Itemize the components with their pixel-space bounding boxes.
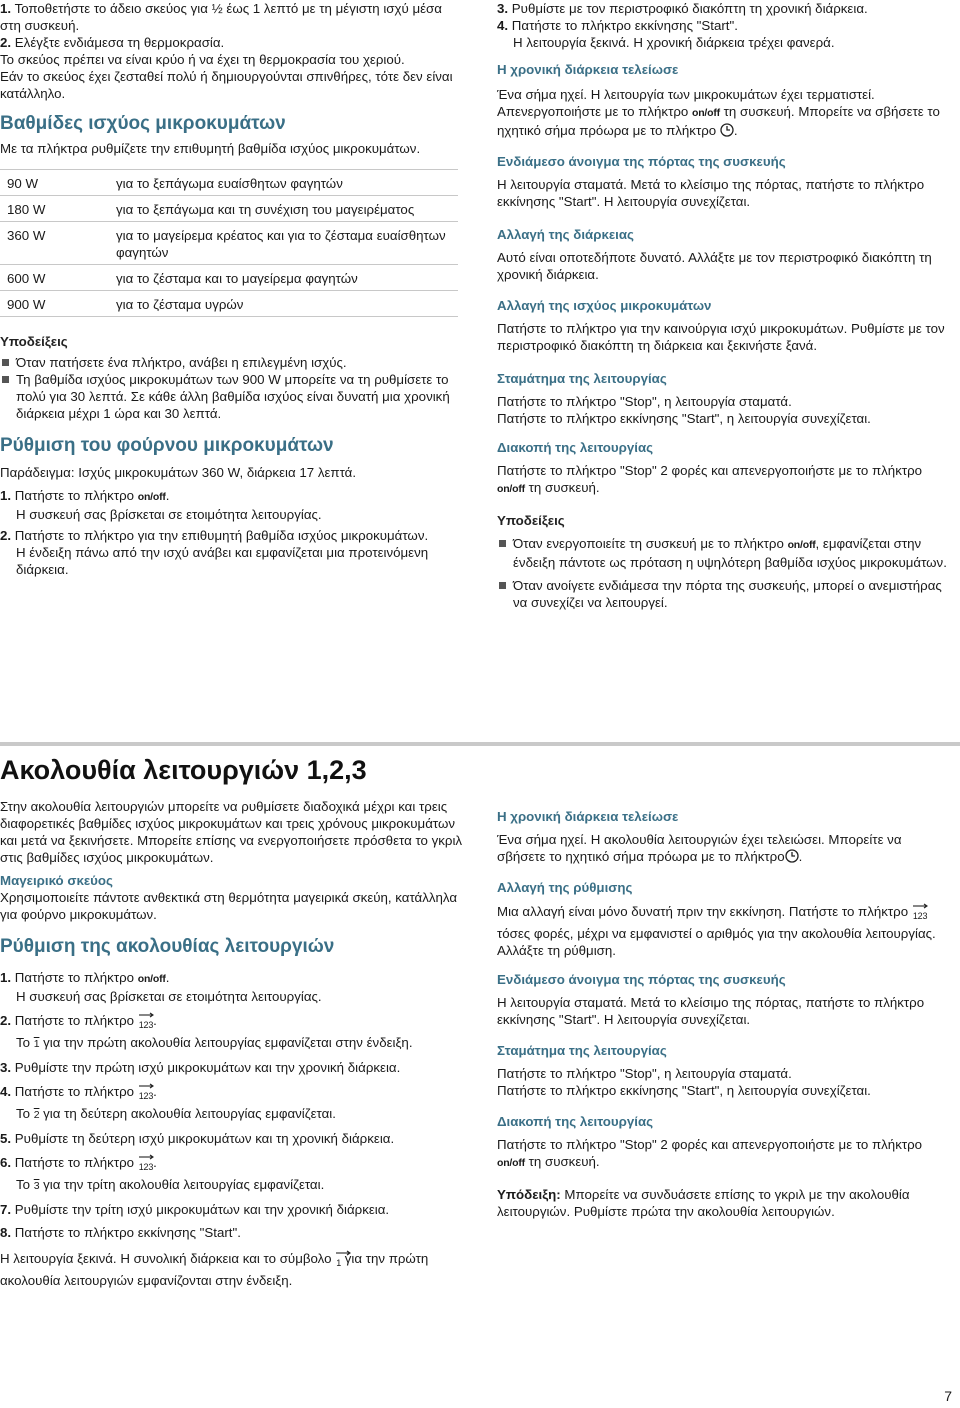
change-duration-text: Αυτό είναι οποτεδήποτε δυνατό. Αλλάξτε με τον περιστροφικό διακόπτη τη χρονική διάρκεια. bbox=[497, 250, 932, 282]
text-part: Ένα σήμα ηχεί. Η λειτουργία των μικροκυμάτων έχει τερματιστεί. Απενεργοποιήστε με το πλήκτρο bbox=[497, 87, 875, 119]
seq-door-open-heading: Ενδιάμεσο άνοιγμα της πόρτας της συσκευής bbox=[497, 972, 786, 987]
top-left-column bbox=[0, 0, 460, 578]
setup-step-1 bbox=[0, 487, 460, 506]
sequence-final-text bbox=[0, 1249, 465, 1289]
sequence-intro: Στην ακολουθία λειτουργιών μπορείτε να ρυθμίσετε διαδοχικά μέχρι και τρεις διαφορετικές βαθμίδες ισχύος μικροκυμάτων και τρεις χρόνους μικροκυμάτων και μετά να ξεκινήσετε. Μπορείτε επίσης να ενεργοποιήσετε πρόσθετα το γκριλ στις βαθμίδες ισχύος μικροκυμάτων. bbox=[0, 799, 463, 865]
power-levels-intro: Με τα πλήκτρα ρυθμίζετε την επιθυμητή βαθμίδα ισχύος μικροκυμάτων. bbox=[0, 141, 421, 156]
sequence-key-label: 123 bbox=[138, 1020, 154, 1030]
table-cell-watts: 180 W bbox=[0, 196, 116, 222]
step-text: Τοποθετήστε το άδειο σκεύος για ½ έως 1 λεπτό με τη μέγιστη ισχύ μέσα στη συσκευή. bbox=[0, 1, 442, 33]
hint-text: Όταν ανοίγετε ενδιάμεσα την πόρτα της συσκευής, μπορεί ο ανεμιστήρας να συνεχίζει να λειτουργεί. bbox=[513, 578, 942, 610]
bottom-right-column bbox=[497, 808, 952, 1220]
seq-step-8 bbox=[0, 1224, 465, 1241]
setup-step-1-result: Η συσκευή σας βρίσκεται σε ετοιμότητα λειτουργίας. bbox=[16, 507, 322, 522]
text-part: για τη δεύτερη ακολουθία λειτουργίας εμφανίζεται. bbox=[43, 1106, 336, 1121]
step-text: Πατήστε το πλήκτρο για την επιθυμητή βαθμίδα ισχύος μικροκυμάτων. bbox=[14, 528, 429, 543]
setup-step-2-result: Η ένδειξη πάνω από την ισχύ ανάβει και εμφανίζεται μια προτεινόμενη διάρκεια. bbox=[16, 545, 429, 577]
step-text-end: . bbox=[165, 488, 170, 503]
setup-heading: Ρύθμιση του φούρνου μικροκυμάτων bbox=[0, 435, 334, 456]
text-part: τόσες φορές, μέχρι να εμφανιστεί ο αριθμός για την ακολουθία λειτουργίας. Αλλάξτε τη ρύθμιση. bbox=[497, 926, 936, 958]
text-part: Πατήστε το πλήκτρο "Stop" 2 φορές και απενεργοποιήστε με το πλήκτρο bbox=[497, 463, 923, 478]
bullet-square-icon bbox=[499, 540, 506, 547]
hint-text: Τη βαθμίδα ισχύος μικροκυμάτων των 900 W μπορείτε να τη ρυθμίσετε το πολύ για 30 λεπτά. Σε κάθε άλλη βαθμίδα ισχύος είναι δυνατή μια χρονική διάρκεια μέχρι 1 ώρα και 30 λεπτά. bbox=[16, 372, 450, 421]
duration-ended-text bbox=[497, 86, 952, 141]
paragraph: Εάν το σκεύος έχει ζεσταθεί πολύ ή δημιουργούνται σπινθήρες, τότε δεν είναι κατάλληλο. bbox=[0, 69, 453, 101]
text-part: τη συσκευή. bbox=[528, 480, 600, 495]
seq-step-6-result bbox=[0, 1176, 465, 1195]
duration-ended-heading: Η χρονική διάρκεια τελείωσε bbox=[497, 62, 679, 77]
step-number: 3. bbox=[497, 1, 509, 16]
cancel-text bbox=[497, 462, 952, 498]
seq-step-3 bbox=[0, 1059, 465, 1076]
text-part: Η λειτουργία ξεκινά. Η συνολική διάρκεια και το σύμβολο bbox=[0, 1251, 332, 1266]
step-text: Πατήστε το πλήκτρο bbox=[14, 1084, 135, 1099]
step-text: Ρυθμίστε την πρώτη ισχύ μικροκυμάτων και την χρονική διάρκεια. bbox=[14, 1060, 401, 1075]
step-number: 1. bbox=[0, 1, 12, 16]
setup-step-4-result: Η λειτουργία ξεκινά. Η χρονική διάρκεια τρέχει φανερά. bbox=[513, 35, 835, 50]
sequence-key-label: 123 bbox=[138, 1162, 154, 1172]
sequence-number-label: 1 bbox=[336, 1258, 342, 1268]
table-cell-watts: 90 W bbox=[0, 170, 116, 196]
table-row bbox=[0, 222, 458, 265]
text-part: τη συσκευή. Μπορείτε να σβήσετε το ηχητικό σήμα πρόωρα με το πλήκτρο bbox=[497, 104, 940, 138]
seq-step-4-result bbox=[0, 1105, 465, 1124]
step-text: Πατήστε το πλήκτρο bbox=[14, 1155, 135, 1170]
step-number: 7. bbox=[0, 1202, 12, 1217]
list-item bbox=[0, 371, 460, 422]
text-part: . bbox=[733, 123, 738, 138]
seq-step-1-result: Η συσκευή σας βρίσκεται σε ετοιμότητα λειτουργίας. bbox=[16, 989, 322, 1004]
on-off-key-label: on/off bbox=[787, 539, 816, 551]
step-text-end: . bbox=[153, 1084, 157, 1099]
section-divider bbox=[0, 742, 960, 746]
sequence-number-label: 2 bbox=[33, 1109, 40, 1121]
change-setting-heading: Αλλαγή της ρύθμισης bbox=[497, 880, 633, 895]
note-text: Μπορείτε να συνδυάσετε επίσης το γκριλ με την ακολουθία λειτουργιών. Ρυθμίστε πρώτα την ακολουθία λειτουργιών. bbox=[497, 1187, 910, 1219]
table-cell-use: για το ξεπάγωμα ευαίσθητων φαγητών bbox=[116, 170, 458, 196]
step-text: Πατήστε το πλήκτρο εκκίνησης "Start". bbox=[14, 1225, 241, 1240]
power-levels-table bbox=[0, 169, 458, 317]
table-cell-use: για το ξεπάγωμα και τη συνέχιση του μαγειρέματος bbox=[116, 196, 458, 222]
list-item bbox=[0, 34, 460, 51]
step-number: 3. bbox=[0, 1060, 12, 1075]
hints-heading: Υποδείξεις bbox=[0, 334, 68, 349]
text-part: για την τρίτη ακολουθία λειτουργίας εμφανίζεται. bbox=[43, 1177, 325, 1192]
step-number: 2. bbox=[0, 528, 12, 543]
table-cell-use: για το ζέσταμα υγρών bbox=[116, 291, 458, 317]
step-text: Ρυθμίστε την τρίτη ισχύ μικροκυμάτων και την χρονική διάρκεια. bbox=[14, 1202, 390, 1217]
change-duration-heading: Αλλαγή της διάρκειας bbox=[497, 227, 634, 242]
step-text: Πατήστε το πλήκτρο εκκίνησης "Start". bbox=[511, 18, 738, 33]
clock-icon bbox=[720, 123, 734, 141]
text-part: Το bbox=[16, 1177, 31, 1192]
hint-text: Όταν ενεργοποιείτε τη συσκευή με το πλήκτρο bbox=[513, 536, 784, 551]
cookware-heading: Μαγειρικό σκεύος bbox=[0, 873, 113, 888]
stop-text-2: Πατήστε το πλήκτρο εκκίνησης "Start", η λειτουργία συνεχίζεται. bbox=[497, 411, 871, 426]
step-number: 4. bbox=[497, 18, 509, 33]
setup-step-3 bbox=[497, 0, 952, 17]
table-cell-watts: 360 W bbox=[0, 222, 116, 265]
table-cell-watts: 600 W bbox=[0, 265, 116, 291]
text-part: Ένα σήμα ηχεί. Η ακολουθία λειτουργιών έχει τελειώσει. Μπορείτε να σβήσετε το ηχητικό σήμα πρόωρα με το πλήκτρο bbox=[497, 832, 902, 864]
on-off-key-label: on/off bbox=[137, 491, 166, 503]
step-text-end: . bbox=[153, 1013, 157, 1028]
clock-icon bbox=[785, 849, 799, 867]
intro-steps bbox=[0, 0, 460, 51]
on-off-key-label: on/off bbox=[497, 1157, 525, 1169]
bottom-left-column bbox=[0, 798, 465, 1289]
table-row bbox=[0, 291, 458, 317]
setup-step-2 bbox=[0, 527, 460, 544]
sequence-number-label: 1 bbox=[33, 1038, 40, 1050]
text-part: Πατήστε το πλήκτρο "Stop" 2 φορές και απενεργοποιήστε με το πλήκτρο bbox=[497, 1137, 923, 1152]
seq-cancel-heading: Διακοπή της λειτουργίας bbox=[497, 1114, 654, 1129]
bullet-square-icon bbox=[499, 582, 506, 589]
table-row bbox=[0, 265, 458, 291]
bullet-square-icon bbox=[2, 359, 9, 366]
table-row bbox=[0, 170, 458, 196]
step-number: 8. bbox=[0, 1225, 12, 1240]
seq-step-6 bbox=[0, 1153, 465, 1176]
step-number: 1. bbox=[0, 488, 12, 503]
seq-cancel-text bbox=[497, 1136, 952, 1172]
text-part: . bbox=[798, 849, 803, 864]
table-cell-use: για το μαγείρεμα κρέατος και για το ζέσταμα ευαίσθητων φαγητών bbox=[116, 222, 458, 265]
text-part: Το bbox=[16, 1035, 31, 1050]
setup-step-4 bbox=[497, 17, 952, 34]
on-off-key-label: on/off bbox=[497, 483, 525, 495]
table-cell-watts: 900 W bbox=[0, 291, 116, 317]
text-part: Μια αλλαγή είναι μόνο δυνατή πριν την εκκίνηση. Πατήστε το πλήκτρο bbox=[497, 904, 909, 919]
paragraph: Το σκεύος πρέπει να είναι κρύο ή να έχει τη θερμοκρασία του χεριού. bbox=[0, 52, 405, 67]
stop-heading: Σταμάτημα της λειτουργίας bbox=[497, 371, 667, 386]
seq-step-1 bbox=[0, 969, 465, 988]
hint-text: Όταν πατήσετε ένα πλήκτρο, ανάβει η επιλεγμένη ισχύς. bbox=[16, 355, 347, 370]
on-off-key-label: on/off bbox=[692, 107, 720, 119]
change-power-heading: Αλλαγή της ισχύος μικροκυμάτων bbox=[497, 298, 712, 313]
step-number: 1. bbox=[0, 970, 12, 985]
hints-list bbox=[497, 535, 952, 611]
seq-stop-heading: Σταμάτημα της λειτουργίας bbox=[497, 1043, 667, 1058]
step-number: 2. bbox=[0, 35, 12, 50]
step-number: 4. bbox=[0, 1084, 12, 1099]
note-label: Υπόδειξη: bbox=[497, 1187, 561, 1202]
stop-text-1: Πατήστε το πλήκτρο "Stop", η λειτουργία σταματά. bbox=[497, 394, 792, 409]
seq-duration-ended-heading: Η χρονική διάρκεια τελείωσε bbox=[497, 809, 679, 824]
sequence-number-label: 3 bbox=[33, 1180, 40, 1192]
top-right-column bbox=[497, 0, 952, 611]
change-power-text: Πατήστε το πλήκτρο για την καινούργια ισχύ μικροκυμάτων. Ρυθμίστε με τον περιστροφικό διακόπτη τη διάρκεια και ξεκινήστε ξανά. bbox=[497, 321, 945, 353]
step-text-end: . bbox=[153, 1155, 157, 1170]
step-text: Πατήστε το πλήκτρο bbox=[14, 970, 135, 985]
seq-stop-text-1: Πατήστε το πλήκτρο "Stop", η λειτουργία σταματά. bbox=[497, 1066, 792, 1081]
text-part: Το bbox=[16, 1106, 31, 1121]
list-item bbox=[497, 577, 952, 611]
page-number: 7 bbox=[944, 1388, 952, 1404]
on-off-key-label: on/off bbox=[137, 973, 166, 985]
text-part: για την πρώτη ακολουθία λειτουργιών εμφανίζονται στην ένδειξη. bbox=[0, 1251, 429, 1288]
text-part: τη συσκευή. bbox=[528, 1154, 600, 1169]
seq-stop-text-2: Πατήστε το πλήκτρο εκκίνησης "Start", η λειτουργία συνεχίζεται. bbox=[497, 1083, 871, 1098]
sequence-setup-heading: Ρύθμιση της ακολουθίας λειτουργιών bbox=[0, 936, 335, 957]
hints-list bbox=[0, 354, 460, 422]
power-levels-heading: Βαθμίδες ισχύος μικροκυμάτων bbox=[0, 113, 286, 134]
hint-text: , εμφανίζεται στην ένδειξη πάντοτε ως πρόταση η υψηλότερη βαθμίδα ισχύος μικροκυμάτων. bbox=[513, 536, 947, 570]
step-text-end: . bbox=[165, 970, 170, 985]
cookware-text: Χρησιμοποιείτε πάντοτε ανθεκτικά στη θερμότητα μαγειρικά σκεύη, κατάλληλα για φούρνο μικροκυμάτων. bbox=[0, 890, 458, 922]
list-item bbox=[497, 535, 952, 571]
seq-step-2 bbox=[0, 1011, 465, 1034]
list-item bbox=[0, 354, 460, 371]
step-number: 5. bbox=[0, 1131, 12, 1146]
seq-step-5 bbox=[0, 1130, 465, 1147]
setup-example: Παράδειγμα: Ισχύς μικροκυμάτων 360 W, διάρκεια 17 λεπτά. bbox=[0, 465, 357, 480]
seq-door-open-text: Η λειτουργία σταματά. Μετά το κλείσιμο της πόρτας, πατήστε το πλήκτρο εκκίνησης "Start". Η λειτουργία συνεχίζεται. bbox=[497, 995, 925, 1027]
seq-duration-ended-text bbox=[497, 831, 952, 867]
table-row bbox=[0, 196, 458, 222]
text-part: για την πρώτη ακολουθία λειτουργίας εμφανίζεται στην ένδειξη. bbox=[43, 1035, 413, 1050]
seq-step-2-result bbox=[0, 1034, 465, 1053]
sequence-key-label: 123 bbox=[138, 1091, 154, 1101]
seq-note bbox=[497, 1186, 952, 1220]
section-title: Ακολουθία λειτουργιών 1,2,3 bbox=[0, 755, 367, 785]
list-item bbox=[0, 0, 460, 34]
step-text: Πατήστε το πλήκτρο bbox=[14, 488, 135, 503]
step-text: Ρυθμίστε με τον περιστροφικό διακόπτη τη χρονική διάρκεια. bbox=[511, 1, 868, 16]
seq-step-4 bbox=[0, 1082, 465, 1105]
door-open-text: Η λειτουργία σταματά. Μετά το κλείσιμο της πόρτας, πατήστε το πλήκτρο εκκίνησης "Start". Η λειτουργία συνεχίζεται. bbox=[497, 177, 925, 209]
step-number: 2. bbox=[0, 1013, 12, 1028]
step-text: Πατήστε το πλήκτρο bbox=[14, 1013, 135, 1028]
hints-heading: Υποδείξεις bbox=[497, 513, 565, 528]
step-text: Ρυθμίστε τη δεύτερη ισχύ μικροκυμάτων και τη χρονική διάρκεια. bbox=[14, 1131, 395, 1146]
bullet-square-icon bbox=[2, 376, 9, 383]
change-setting-text bbox=[497, 902, 952, 959]
cancel-heading: Διακοπή της λειτουργίας bbox=[497, 440, 654, 455]
table-cell-use: για το ζέσταμα και το μαγείρεμα φαγητών bbox=[116, 265, 458, 291]
step-number: 6. bbox=[0, 1155, 12, 1170]
step-text: Ελέγξτε ενδιάμεσα τη θερμοκρασία. bbox=[14, 35, 225, 50]
door-open-heading: Ενδιάμεσο άνοιγμα της πόρτας της συσκευής bbox=[497, 154, 786, 169]
sequence-key-label: 123 bbox=[912, 911, 928, 921]
seq-step-7 bbox=[0, 1201, 465, 1218]
